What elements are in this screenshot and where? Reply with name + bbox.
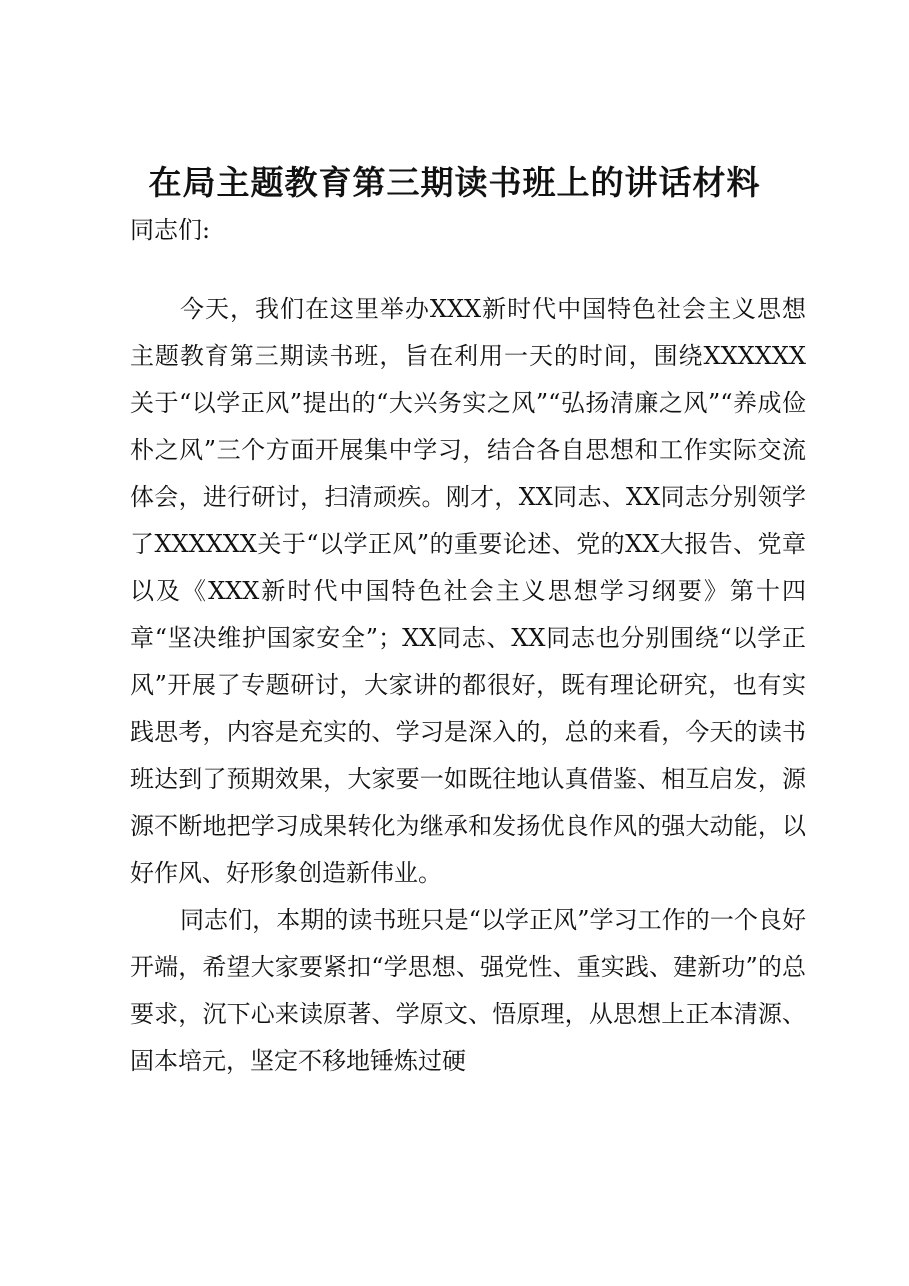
body-paragraph: 今天，我们在这里举办XXX新时代中国特色社会主义思想主题教育第三期读书班，旨在利用一天的时间，围绕XXXXXX关于“以学正风”提出的“大兴务实之风”“弘扬清廉之风”“养成俭朴之风”三个方面开展集中学习，结合各自思想和工作实际交流体会，进行研讨，扫清顽疾。刚才，XX同志、XX同志分别领学了XXXXXX关于“以学正风”的重要论述、党的XX大报告、党章以及《XXX新时代中国特色社会主义思想学习纲要》第十四章“坚决维护国家安全”；XX同志、XX同志也分别围绕“以学正风”开展了专题研讨，大家讲的都很好，既有理论研究，也有实践思考，内容是充实的、学习是深入的，总的来看，今天的读书班达到了预期效果，大家要一如既往地认真借鉴、相互启发，源源不断地把学习成果转化为继承和发扬优良作风的强大动能，以好作风、好形象创造新伟业。 xyxy=(130,295,806,887)
body-paragraph: 同志们，本期的读书班只是“以学正风”学习工作的一个良好开端，希望大家要紧扣“学思想、强党性、重实践、建新功”的总要求，沉下心来读原著、学原文、悟原理，从思想上正本清源、固本培元，坚定不移地锤炼过硬 xyxy=(130,906,806,1075)
document-title: 在局主题教育第三期读书班上的讲话材料 xyxy=(148,163,761,202)
greeting-line: 同志们: xyxy=(130,216,211,244)
document-body xyxy=(130,286,806,1085)
